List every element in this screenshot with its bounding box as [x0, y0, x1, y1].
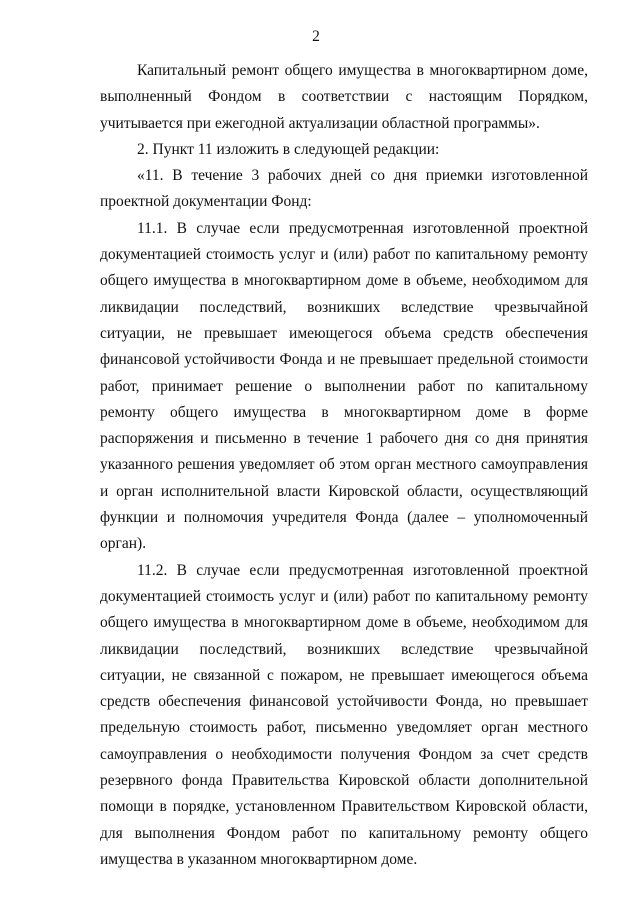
document-body	[100, 58, 588, 873]
paragraph-item-11-2: 11.2. В случае если предусмотренная изготовленной проектной документацией стоимость услуг и (или) работ по капитальному ремонту общего имущества в многоквартирном доме в объеме, необходимом для ликвидации последствий, возникших вследствие чрезвычайной ситуации, не связанной с пожаром, не превышает имеющегося объема средств обеспечения финансовой устойчивости Фонда, но превышает предельную стоимость работ, письменно уведомляет орган местного самоуправления о необходимости получения Фондом за счет средств резервного фонда Правительства Кировской области дополнительной помощи в порядке, установленном Правительством Кировской области, для выполнения Фондом работ по капитальному ремонту общего имущества в указанном многоквартирном доме.	[100, 561, 588, 868]
paragraph-capital-repair-note: Капитальный ремонт общего имущества в многоквартирном доме, выполненный Фондом в соответствии с настоящим Порядком, учитывается при ежегодной актуализации областной программы».	[100, 62, 588, 132]
paragraph-item-11: «11. В течение 3 рабочих дней со дня приемки изготовленной проектной документации Фонд:	[100, 167, 588, 211]
page-number: 2	[312, 28, 320, 45]
paragraph-item-11-1: 11.1. В случае если предусмотренная изготовленной проектной документацией стоимость услуг и (или) работ по капитальному ремонту общего имущества в многоквартирном доме в объеме, необходимом для ликвидации последствий, возникших вследствие чрезвычайной ситуации, не превышает имеющегося объема средств обеспечения финансовой устойчивости Фонда и не превышает предельной стоимости работ, принимает решение о выполнении работ по капитальному ремонту общего имущества в многоквартирном доме в форме распоряжения и письменно в течение 1 рабочего дня со дня принятия указанного решения уведомляет об этом орган местного самоуправления и орган исполнительной власти Кировской области, осуществляющий функции и полномочия учредителя Фонда (далее – уполномоченный орган).	[100, 219, 588, 553]
paragraph-item-2: 2. Пункт 11 изложить в следующей редакции:	[137, 140, 440, 158]
